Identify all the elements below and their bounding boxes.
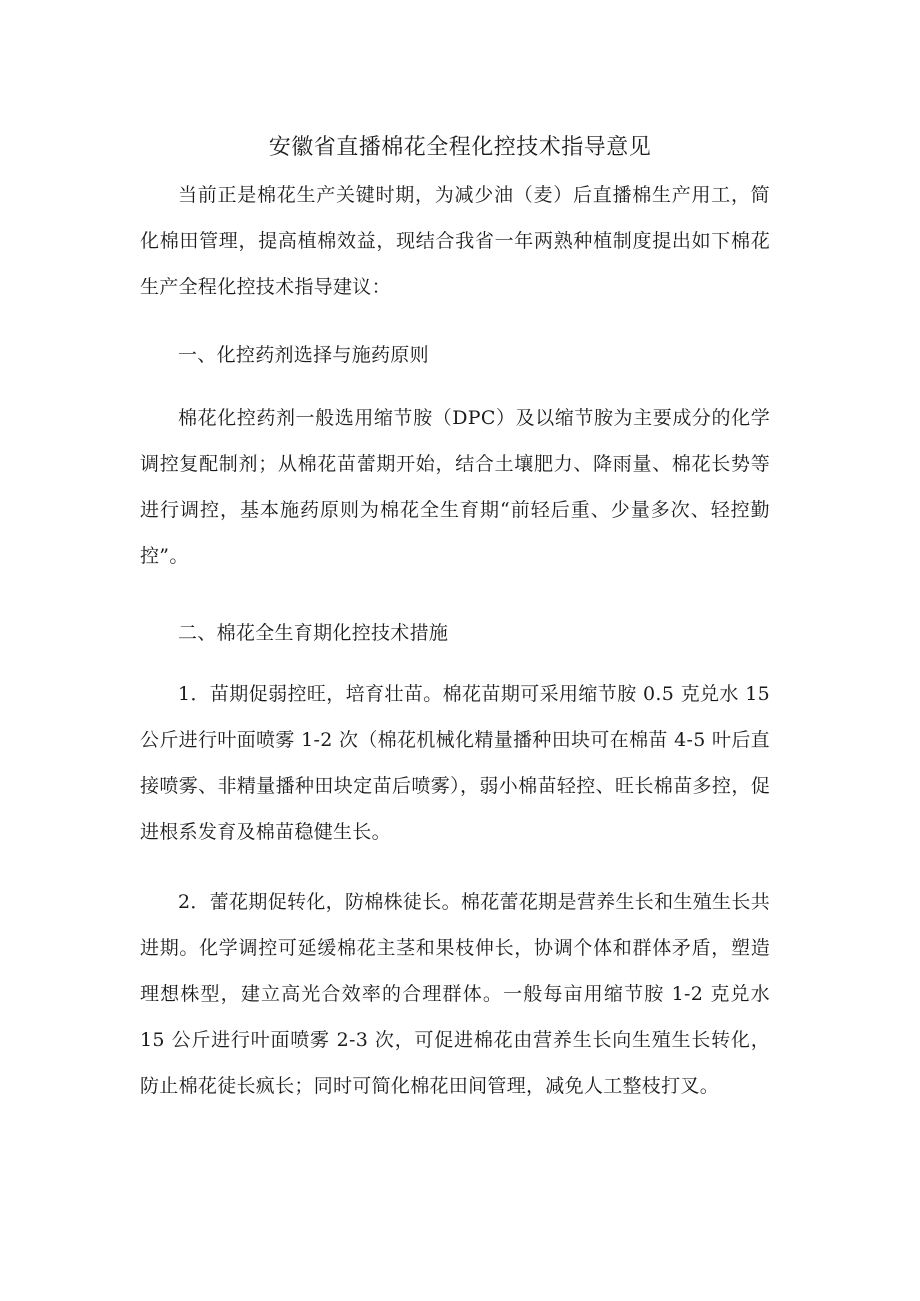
section-1-paragraph: 棉花化控药剂一般选用缩节胺（DPC）及以缩节胺为主要成分的化学调控复配制剂；从棉花苗蕾期开始，结合土壤肥力、降雨量、棉花长势等进行调控，基本施药原则为棉花全生育期“前轻后重、少量多次、轻控勤控”。 [140, 407, 770, 567]
section-heading-1: 一、化控药剂选择与施药原则 [178, 344, 429, 366]
section-2-item-2: 2．蕾花期促转化，防棉株徒长。棉花蕾花期是营养生长和生殖生长共进期。化学调控可延缓棉花主茎和果枝伸长，协调个体和群体矛盾，塑造理想株型，建立高光合效率的合理群体。一般每亩用缩节胺 1-2 克兑水 15 公斤进行叶面喷雾 2-3 次，可促进棉花由营养生长向生殖生长转化，防止棉花徒长疯长；同时可简化棉花田间管理，减免人工整枝打叉。 [140, 891, 770, 1097]
document-title: 安徽省直播棉花全程化控技术指导意见 [268, 135, 652, 160]
intro-paragraph: 当前正是棉花生产关键时期，为减少油（麦）后直播棉生产用工，简化棉田管理，提高植棉效益，现结合我省一年两熟种植制度提出如下棉花生产全程化控技术指导建议： [140, 184, 770, 298]
section-heading-2: 二、棉花全生育期化控技术措施 [178, 622, 449, 644]
section-2-item-1: 1．苗期促弱控旺，培育壮苗。棉花苗期可采用缩节胺 0.5 克兑水 15 公斤进行叶面喷雾 1-2 次（棉花机械化精量播种田块可在棉苗 4-5 叶后直接喷雾、非精量播种田块定苗后喷雾），弱小棉苗轻控、旺长棉苗多控，促进根系发育及棉苗稳健生长。 [140, 683, 770, 843]
